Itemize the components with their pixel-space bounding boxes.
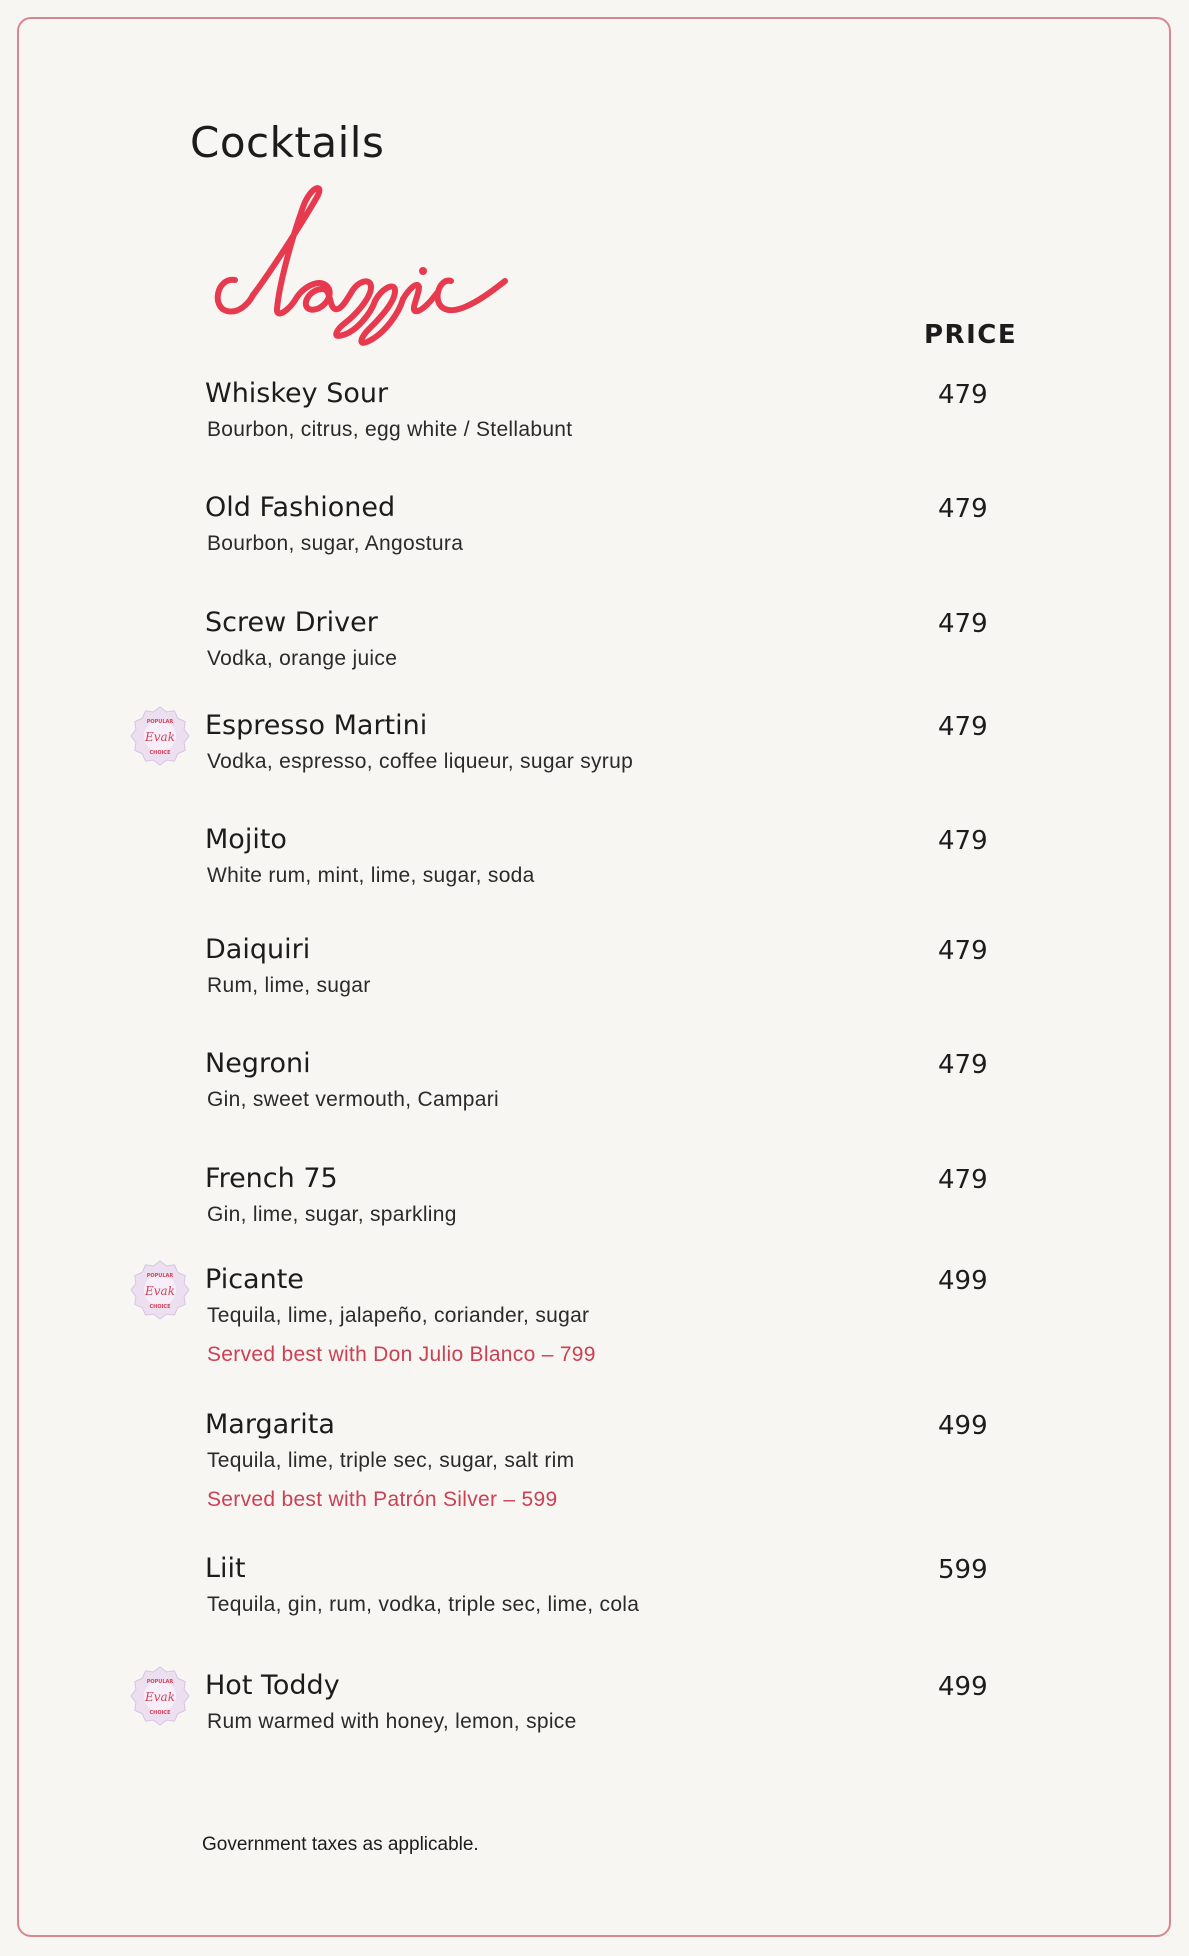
svg-text:Evak: Evak bbox=[145, 730, 175, 744]
classic-script-title bbox=[205, 185, 535, 355]
menu-item-price: 479 bbox=[938, 1165, 988, 1195]
menu-item-price: 599 bbox=[938, 1555, 988, 1585]
menu-item-price: 499 bbox=[938, 1266, 988, 1296]
menu-item-description: Vodka, orange juice bbox=[207, 647, 398, 670]
section-title: Cocktails bbox=[190, 118, 385, 167]
menu-item-description: Tequila, lime, jalapeño, coriander, sugar bbox=[207, 1304, 590, 1327]
menu-item-pairing-note: Served best with Don Julio Blanco – 799 bbox=[207, 1343, 596, 1366]
menu-item-price: 479 bbox=[938, 1050, 988, 1080]
menu-item-price: 479 bbox=[938, 609, 988, 639]
menu-item-name: Mojito bbox=[205, 824, 287, 855]
menu-item-description: Tequila, lime, triple sec, sugar, salt rim bbox=[207, 1449, 575, 1472]
menu-item-price: 479 bbox=[938, 380, 988, 410]
menu-item-price: 479 bbox=[938, 712, 988, 742]
menu-item-price: 499 bbox=[938, 1672, 988, 1702]
menu-item-name: Old Fashioned bbox=[205, 492, 396, 523]
menu-item-name: Picante bbox=[205, 1264, 304, 1295]
svg-text:CHOICE: CHOICE bbox=[149, 1304, 171, 1310]
svg-text:Evak: Evak bbox=[145, 1690, 175, 1704]
svg-text:POPULAR: POPULAR bbox=[146, 1273, 174, 1279]
menu-item-name: Margarita bbox=[205, 1409, 335, 1440]
menu-item-description: Vodka, espresso, coffee liqueur, sugar syrup bbox=[207, 750, 634, 773]
menu-item-description: Rum, lime, sugar bbox=[207, 974, 371, 997]
menu-item-name: Negroni bbox=[205, 1048, 311, 1079]
menu-item-pairing-note: Served best with Patrón Silver – 599 bbox=[207, 1488, 558, 1511]
svg-text:POPULAR: POPULAR bbox=[146, 1679, 174, 1685]
menu-item-description: Rum warmed with honey, lemon, spice bbox=[207, 1710, 577, 1733]
menu-item-description: Gin, sweet vermouth, Campari bbox=[207, 1088, 500, 1111]
menu-item-name: Espresso Martini bbox=[205, 710, 428, 741]
menu-item-name: Whiskey Sour bbox=[205, 378, 389, 409]
popular-choice-badge-icon bbox=[130, 1666, 190, 1726]
menu-item-description: Tequila, gin, rum, vodka, triple sec, lime, cola bbox=[207, 1593, 640, 1616]
menu-item-description: Gin, lime, sugar, sparkling bbox=[207, 1203, 457, 1226]
price-column-header: PRICE bbox=[924, 320, 1018, 350]
menu-item-price: 479 bbox=[938, 936, 988, 966]
popular-choice-badge-icon bbox=[130, 706, 190, 766]
menu-item-name: French 75 bbox=[205, 1163, 338, 1194]
menu-item-description: Bourbon, sugar, Angostura bbox=[207, 532, 464, 555]
menu-item-description: White rum, mint, lime, sugar, soda bbox=[207, 864, 535, 887]
menu-item-price: 479 bbox=[938, 494, 988, 524]
menu-item-description: Bourbon, citrus, egg white / Stellabunt bbox=[207, 418, 573, 441]
menu-item-name: Screw Driver bbox=[205, 607, 378, 638]
svg-text:CHOICE: CHOICE bbox=[149, 750, 171, 756]
menu-item-price: 499 bbox=[938, 1411, 988, 1441]
menu-border bbox=[17, 17, 1171, 1937]
menu-item-name: Daiquiri bbox=[205, 934, 311, 965]
popular-choice-badge-icon bbox=[130, 1260, 190, 1320]
svg-text:Evak: Evak bbox=[145, 1284, 175, 1298]
menu-item-name: Liit bbox=[205, 1553, 246, 1584]
svg-text:CHOICE: CHOICE bbox=[149, 1710, 171, 1716]
menu-item-price: 479 bbox=[938, 826, 988, 856]
svg-text:POPULAR: POPULAR bbox=[146, 719, 174, 725]
menu-item-name: Hot Toddy bbox=[205, 1670, 340, 1701]
tax-note: Government taxes as applicable. bbox=[202, 1834, 479, 1855]
